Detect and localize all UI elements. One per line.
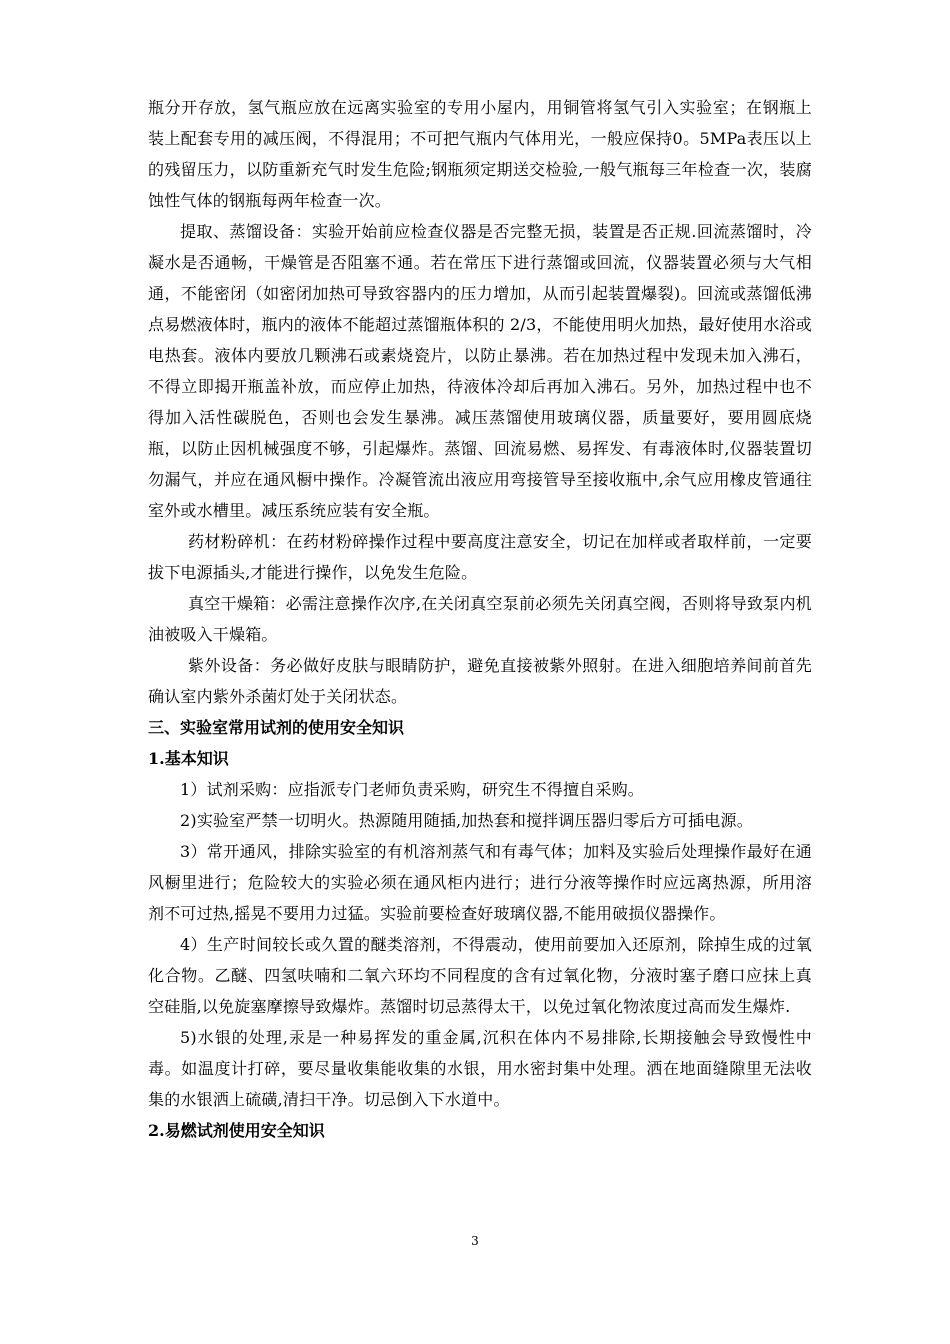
paragraph-uv-equipment: 紫外设备：务必做好皮肤与眼睛防护，避免直接被紫外照射。在进入细胞培养间前首先确认室内紫外杀菌灯处于关闭状态。 [148,656,812,706]
paragraph-vacuum-oven: 真空干燥箱：必需注意操作次序,在关闭真空泵前必须先关闭真空阀，否则将导致泵内机油被吸入干燥箱。 [148,594,812,644]
list-item-procurement: 1）试剂采购：应指派专门老师负责采购，研究生不得擅自采购。 [180,780,644,799]
paragraph-distillation-equipment: 提取、蒸馏设备：实验开始前应检查仪器是否完整无损，装置是否正规.回流蒸馏时，冷凝水是否通畅，干燥管是否阻塞不通。若在常压下进行蒸馏或回流，仪器装置必须与大气相通，不能密闭（如密闭加热可导致容器内的压力增加，从而引起装置爆裂)。回流或蒸馏低沸点易燃液体时，瓶内的液体不能超过蒸馏瓶体积的 2/3，不能使用明火加热，最好使用水浴或电热套。液体内要放几颗沸石或素烧瓷片，以防止暴沸。若在加热过程中发现未加入沸石，不得立即揭开瓶盖补放，而应停止加热，待液体冷却后再加入沸石。另外，加热过程中也不得加入活性碳脱色，否则也会发生暴沸。减压蒸馏使用玻璃仪器，质量要好，要用圆底烧瓶，以防止因机械强度不够，引起爆炸。蒸馏、回流易燃、易挥发、有毒液体时,仪器装置切勿漏气，并应在通风橱中操作。冷凝管流出液应用弯接管导至接收瓶中,余气应用橡皮管通往室外或水槽里。减压系统应装有安全瓶。 [148,222,812,520]
subsection-heading-basic: 1.基本知识 [148,749,229,768]
list-item-mercury: 5)水银的处理,汞是一种易挥发的重金属,沉积在体内不易排除,长期接触会导致慢性中毒。如温度计打碎，要尽量收集能收集的水银，用水密封集中处理。洒在地面缝隙里无法收集的水银洒上硫磺,清扫干净。切忌倒入下水道中。 [148,1028,812,1109]
list-item-ventilation: 3）常开通风，排除实验室的有机溶剂蒸气和有毒气体；加料及实验后处理操作最好在通风橱里进行；危险较大的实验必须在通风柜内进行；进行分液等操作时应远离热源，所用溶剂不可过热,摇晃不要用力过猛。实验前要检查好玻璃仪器,不能用破损仪器操作。 [148,842,812,923]
list-item-open-flame: 2)实验室严禁一切明火。热源随用随插,加热套和搅拌调压器归零后方可插电源。 [180,811,753,830]
page-number: 3 [471,1234,479,1248]
document-body [148,92,812,1146]
subsection-heading-flammable: 2.易燃试剂使用安全知识 [148,1121,325,1140]
list-item-ether-solvents: 4）生产时间较长或久置的醚类溶剂，不得震动，使用前要加入还原剂，除掉生成的过氧化合物。乙醚、四氢呋喃和二氧六环均不同程度的含有过氧化物，分液时塞子磨口应抹上真空硅脂,以免旋塞摩擦导致爆炸。蒸馏时切忌蒸得太干，以免过氧化物浓度过高而发生爆炸. [148,935,812,1016]
paragraph-crusher: 药材粉碎机：在药材粉碎操作过程中要高度注意安全，切记在加样或者取样前，一定要拔下电源插头,才能进行操作，以免发生危险。 [148,532,812,582]
paragraph-gas-cylinder: 瓶分开存放，氢气瓶应放在远离实验室的专用小屋内，用铜管将氢气引入实验室；在钢瓶上装上配套专用的减压阀，不得混用；不可把气瓶内气体用光，一般应保持0。5MPa表压以上的残留压力，以防重新充气时发生危险;钢瓶须定期送交检验,一般气瓶每三年检查一次，装腐蚀性气体的钢瓶每两年检查一次。 [148,98,812,210]
section-heading: 三、实验室常用试剂的使用安全知识 [148,718,405,737]
